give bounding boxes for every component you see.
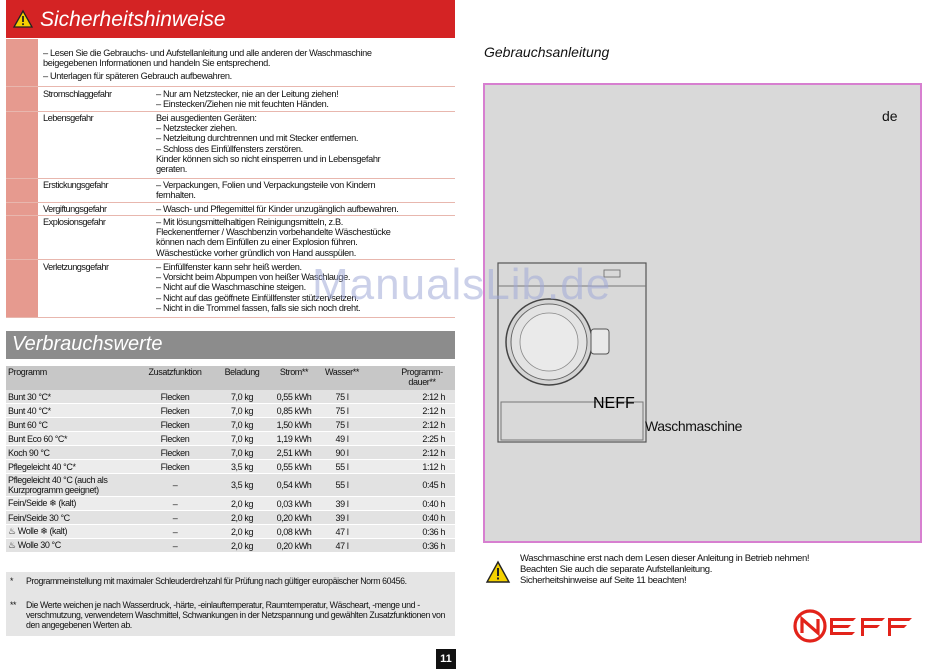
- cell-power: 0,54 kWh: [268, 474, 320, 497]
- hazard-line: – Schloss des Einfüllfensters zerstören.: [156, 143, 303, 154]
- table-header-row: [6, 366, 455, 390]
- hazard-text: [156, 113, 380, 174]
- cell-load: 7,0 kg: [216, 446, 268, 460]
- hazard-label: Verletzungsgefahr: [43, 262, 109, 272]
- cell-program: Fein/Seide ❄ (kalt): [6, 497, 134, 511]
- cell-program: Koch 90 °C: [6, 446, 134, 460]
- cell-load: 2,0 kg: [216, 539, 268, 553]
- cell-duration: 1:12 h: [364, 460, 455, 474]
- hazard-line: Fleckenentferner / Waschbenzin vorbehandelte Wäschestücke: [156, 227, 391, 238]
- table-row: [6, 418, 455, 432]
- hazard-text: [156, 180, 375, 200]
- hazard-line: Kinder können sich so nicht einsperren und in Lebensgefahr: [156, 153, 381, 164]
- cell-load: 7,0 kg: [216, 404, 268, 418]
- cell-extra: –: [134, 539, 216, 553]
- hazard-line: Wäschestücke vorher gründlich von Hand ausspülen.: [156, 247, 356, 258]
- cell-water: 49 l: [320, 432, 364, 446]
- cell-load: 3,5 kg: [216, 460, 268, 474]
- cell-duration: 0:36 h: [364, 525, 455, 539]
- label-column-row: [6, 87, 38, 111]
- label-column-row: [6, 179, 38, 202]
- cell-power: 0,85 kWh: [268, 404, 320, 418]
- cell-duration: 0:45 h: [364, 474, 455, 497]
- cell-program: Pflegeleicht 40 °C*: [6, 460, 134, 474]
- label-column-intro: [6, 39, 38, 86]
- cell-water: 55 l: [320, 460, 364, 474]
- cell-power: 0,55 kWh: [268, 390, 320, 404]
- cell-duration: 0:36 h: [364, 539, 455, 553]
- hazard-line: – Nur am Netzstecker, nie an der Leitung ziehen!: [156, 89, 339, 99]
- cell-extra: –: [134, 497, 216, 511]
- table-row: [6, 474, 455, 497]
- safety-header: [6, 0, 455, 38]
- startup-notice: [520, 553, 809, 586]
- cell-power: 1,19 kWh: [268, 432, 320, 446]
- cell-load: 2,0 kg: [216, 525, 268, 539]
- hazard-line: – Einfüllfenster kann sehr heiß werden.: [156, 262, 302, 272]
- hazard-label: Vergiftungsgefahr: [43, 204, 107, 214]
- label-column-row: [6, 203, 38, 215]
- footnote-text: Programmeinstellung mit maximaler Schleuderdrehzahl für Prüfung nach gültiger europäischer Norm 60456.: [26, 576, 407, 586]
- cell-load: 7,0 kg: [216, 432, 268, 446]
- brand-name: NEFF: [593, 395, 635, 412]
- cell-duration: 2:12 h: [364, 418, 455, 432]
- hazard-line: – Vorsicht beim Abpumpen von heißer Waschlauge.: [156, 272, 351, 283]
- cell-power: 2,51 kWh: [268, 446, 320, 460]
- hazard-label: Erstickungsgefahr: [43, 180, 109, 190]
- cell-duration: 0:40 h: [364, 511, 455, 525]
- cell-extra: Flecken: [134, 460, 216, 474]
- footnote-mark: **: [10, 600, 17, 610]
- cell-water: 90 l: [320, 446, 364, 460]
- cell-program: ♨ Wolle ❄ (kalt): [6, 525, 134, 539]
- divider: [6, 111, 455, 112]
- cell-power: 0,20 kWh: [268, 511, 320, 525]
- table-row: [6, 390, 455, 404]
- divider: [6, 317, 455, 318]
- col-header-extra: Zusatzfunktion: [134, 366, 216, 390]
- table-row: [6, 539, 455, 553]
- cell-load: 3,5 kg: [216, 474, 268, 497]
- cell-power: 0,55 kWh: [268, 460, 320, 474]
- table-body: [6, 390, 455, 553]
- cell-duration: 2:12 h: [364, 390, 455, 404]
- cell-power: 0,03 kWh: [268, 497, 320, 511]
- cell-extra: Flecken: [134, 418, 216, 432]
- language-code: de: [882, 108, 898, 124]
- cell-water: 47 l: [320, 539, 364, 553]
- divider: [6, 178, 455, 179]
- cell-duration: 2:25 h: [364, 432, 455, 446]
- cell-load: 2,0 kg: [216, 511, 268, 525]
- hazard-line: Bei ausgedienten Geräten:: [156, 113, 257, 123]
- cell-load: 2,0 kg: [216, 497, 268, 511]
- cell-water: 75 l: [320, 390, 364, 404]
- hazard-line: – Nicht auf das geöffnete Einfüllfenster stützen/setzen.: [156, 292, 359, 303]
- cell-program: ♨ Wolle 30 °C: [6, 539, 134, 553]
- hazard-line: geraten.: [156, 164, 187, 175]
- divider: [6, 86, 455, 87]
- cell-program: Bunt 30 °C*: [6, 390, 134, 404]
- hazard-label: Stromschlaggefahr: [43, 89, 112, 99]
- cell-program: Bunt 60 °C: [6, 418, 134, 432]
- footnote-text: Die Werte weichen je nach Wasserdruck, -härte, -einlauftemperatur, Raumtemperatur, Wäscheart, -menge und -verschmutzung, verwendetem Waschmittel, Schwankungen in der Netzspannung und gewählten Zusatzfunktionen von den angegebenen Werten ab.: [26, 600, 445, 630]
- warning-triangle-icon: [13, 10, 33, 28]
- intro-line: beigegebenen Informationen und handeln Sie entsprechend.: [43, 58, 271, 69]
- cell-extra: Flecken: [134, 446, 216, 460]
- notice-line: Waschmaschine erst nach dem Lesen dieser Anleitung in Betrieb nehmen!: [520, 553, 810, 564]
- cell-power: 0,08 kWh: [268, 525, 320, 539]
- label-column-row: [6, 112, 38, 178]
- hazard-line: – Nicht in die Trommel fassen, falls sie sich noch dreht.: [156, 302, 361, 313]
- cell-power: 1,50 kWh: [268, 418, 320, 432]
- cell-program: Pflegeleicht 40 °C (auch als Kurzprogramm geeignet): [6, 474, 134, 497]
- col-header-power: Strom**: [268, 366, 320, 390]
- hazard-line: – Wasch- und Pflegemittel für Kinder unzugänglich aufbewahren.: [156, 204, 399, 214]
- product-name: Waschmaschine: [645, 418, 742, 434]
- cell-water: 47 l: [320, 525, 364, 539]
- watermark: ManualsLib.de: [312, 260, 612, 309]
- consumption-table: [6, 366, 455, 553]
- cell-extra: Flecken: [134, 390, 216, 404]
- cell-program: Fein/Seide 30 °C: [6, 511, 134, 525]
- col-header-water: Wasser**: [320, 366, 364, 390]
- cell-program: Bunt 40 °C*: [6, 404, 134, 418]
- cell-program: Bunt Eco 60 °C*: [6, 432, 134, 446]
- cell-power: 0,20 kWh: [268, 539, 320, 553]
- label-column-row: [6, 260, 38, 317]
- hazard-text: [156, 204, 399, 214]
- col-header-duration: Programm-dauer**: [364, 366, 455, 390]
- consumption-title: Verbrauchswerte: [12, 333, 163, 355]
- hazard-line: – Einstecken/Ziehen nie mit feuchten Händen.: [156, 99, 329, 110]
- cell-water: 55 l: [320, 474, 364, 497]
- table-row: [6, 446, 455, 460]
- hazard-line: – Verpackungen, Folien und Verpackungsteile von Kindern: [156, 180, 376, 190]
- warning-triangle-icon: [486, 561, 510, 583]
- hazard-text: [156, 89, 338, 109]
- hazard-line: – Netzleitung durchtrennen und mit Stecker entfernen.: [156, 133, 359, 144]
- notice-line: Beachten Sie auch die separate Aufstellanleitung.: [520, 564, 712, 575]
- footnotes: [6, 572, 455, 636]
- cell-load: 7,0 kg: [216, 418, 268, 432]
- hazard-line: fernhalten.: [156, 190, 196, 201]
- cell-duration: 0:40 h: [364, 497, 455, 511]
- label-column-row: [6, 216, 38, 259]
- safety-intro: [43, 48, 372, 82]
- hazard-line: – Netzstecker ziehen.: [156, 123, 237, 134]
- hazard-text: [156, 217, 391, 258]
- manual-title: Gebrauchsanleitung: [484, 44, 610, 60]
- cell-water: 39 l: [320, 511, 364, 525]
- table-row: [6, 404, 455, 418]
- table-row: [6, 432, 455, 446]
- cell-extra: –: [134, 474, 216, 497]
- cell-extra: –: [134, 511, 216, 525]
- hazard-line: können nach dem Einfüllen zu einer Explosion führen.: [156, 237, 358, 248]
- cell-extra: Flecken: [134, 404, 216, 418]
- col-header-program: Programm: [6, 366, 134, 390]
- divider: [6, 215, 455, 216]
- hazard-label: Explosionsgefahr: [43, 217, 106, 227]
- cell-load: 7,0 kg: [216, 390, 268, 404]
- cell-duration: 2:12 h: [364, 446, 455, 460]
- divider: [6, 202, 455, 203]
- cell-water: 75 l: [320, 404, 364, 418]
- table-row: [6, 460, 455, 474]
- hazard-line: – Nicht auf die Waschmaschine steigen.: [156, 282, 306, 293]
- table-row: [6, 497, 455, 511]
- consumption-header: [6, 331, 455, 359]
- table-row: [6, 511, 455, 525]
- intro-line: – Unterlagen für späteren Gebrauch aufbewahren.: [43, 71, 232, 82]
- table-row: [6, 525, 455, 539]
- hazard-label: Lebensgefahr: [43, 113, 94, 123]
- intro-line: – Lesen Sie die Gebrauchs- und Aufstellanleitung und alle anderen der Waschmaschine: [43, 48, 372, 58]
- notice-line: Sicherheitshinweise auf Seite 11 beachten!: [520, 575, 687, 586]
- cell-water: 75 l: [320, 418, 364, 432]
- cell-duration: 2:12 h: [364, 404, 455, 418]
- footnote-mark: *: [10, 576, 14, 586]
- cell-extra: –: [134, 525, 216, 539]
- safety-title: Sicherheitshinweise: [40, 8, 226, 31]
- col-header-load: Beladung: [216, 366, 268, 390]
- page-number: 11: [436, 649, 456, 669]
- hazard-line: – Mit lösungsmittelhaltigen Reinigungsmitteln, z.B.: [156, 217, 343, 227]
- cell-extra: Flecken: [134, 432, 216, 446]
- cell-water: 39 l: [320, 497, 364, 511]
